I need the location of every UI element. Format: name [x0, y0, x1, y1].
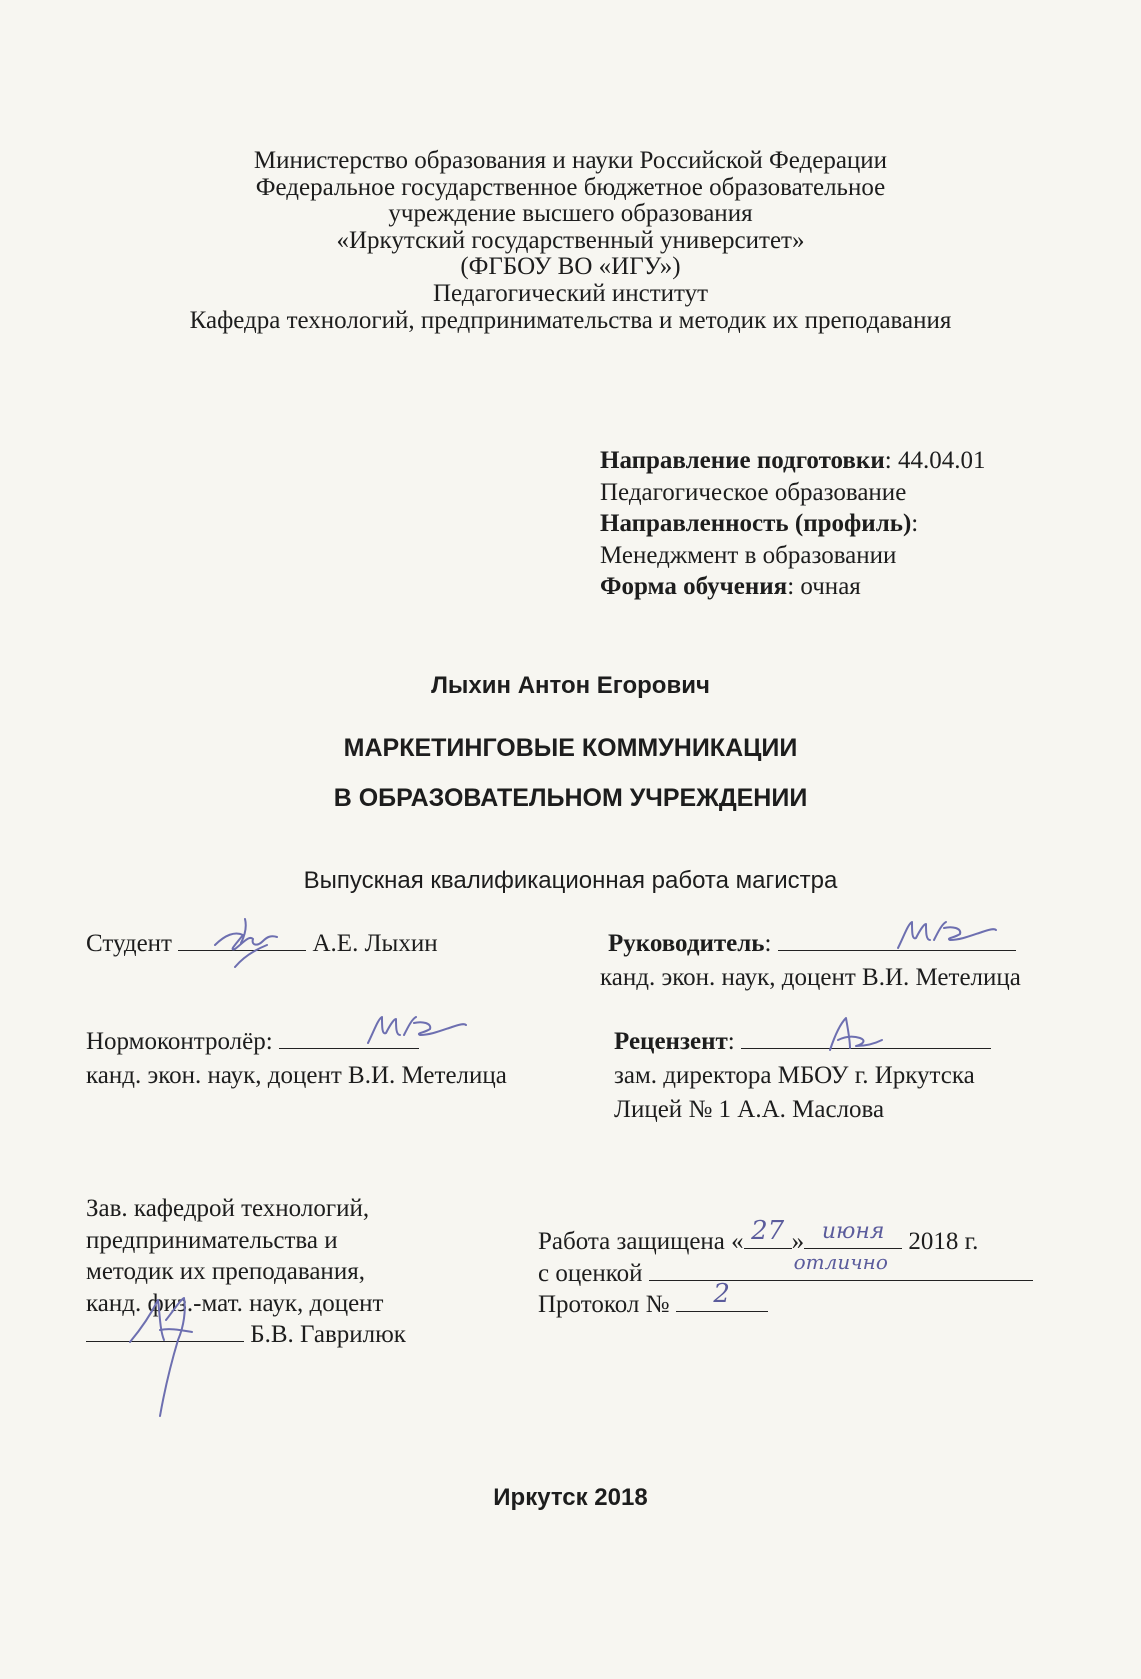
work-type: Выпускная квалификационная работа магистра [303, 867, 838, 894]
institute-name: Педагогический институт [432, 279, 709, 307]
defense-day-line [744, 1215, 792, 1249]
head-line-4: канд. физ.-мат. наук, доцент [86, 1289, 384, 1317]
supervisor-colon: : [764, 930, 772, 957]
department-name: Кафедра технологий, предпринимательства и методик их преподавания [189, 306, 952, 334]
defense-year: 2018 г. [908, 1228, 979, 1255]
defense-grade-row [538, 1250, 1033, 1290]
protocol-line [676, 1278, 768, 1312]
head-line-1: Зав. кафедрой технологий, [86, 1195, 370, 1222]
defense-month: июня [821, 1218, 885, 1244]
head-name: Б.В. Гаврилюк [250, 1321, 406, 1348]
defense-day: 27 [751, 1215, 785, 1246]
profile-colon: : [911, 510, 919, 537]
supervisor-signature [890, 910, 1000, 960]
university-type-line: Федеральное государственное бюджетное образовательное [255, 173, 886, 201]
grade-label: с оценкой [538, 1259, 643, 1287]
supervisor-label: Руководитель [608, 930, 765, 957]
thesis-title-line2: В ОБРАЗОВАТЕЛЬНОМ УЧРЕЖДЕНИИ [333, 784, 808, 812]
profile-label: Направленность (профиль) [600, 510, 912, 537]
protocol-label: Протокол № [538, 1291, 670, 1318]
defense-info [538, 1215, 1033, 1321]
head-signature [120, 1270, 220, 1420]
ministry-line: Министерство образования и науки Российской Федерации [253, 147, 888, 174]
reviewer-details-2: Лицей № 1 А.А. Маслова [614, 1096, 885, 1123]
reviewer-label: Рецензент [614, 1028, 728, 1055]
grade-value: отлично [793, 1250, 888, 1274]
student-signature [205, 905, 315, 975]
reviewer-row [614, 1028, 991, 1056]
reviewer-details-1: зам. директора МБОУ г. Иркутска [614, 1062, 975, 1089]
reviewer-colon: : [727, 1028, 735, 1055]
defense-prefix: Работа защищена « [538, 1228, 744, 1255]
student-name: А.Е. Лыхин [312, 930, 438, 957]
program-info [600, 445, 985, 603]
profile-value: Менеджмент в образовании [600, 541, 897, 569]
university-type-line-2: учреждение высшего образования [388, 200, 753, 228]
direction-name: Педагогическое образование [600, 478, 907, 506]
protocol-row [538, 1278, 1033, 1321]
direction-label: Направление подготовки [600, 447, 885, 474]
thesis-title-line1: МАРКЕТИНГОВЫЕ КОММУНИКАЦИИ [343, 734, 798, 762]
grade-line [649, 1250, 1033, 1281]
institution-header [0, 148, 1141, 334]
head-line-3: методик их преподавания, [86, 1258, 365, 1285]
normcontrol-signature [360, 1005, 470, 1055]
normcontrol-label: Нормоконтролёр: [86, 1028, 273, 1055]
author-name: Лыхин Антон Егорович [431, 672, 710, 699]
city-year: Иркутск 2018 [493, 1484, 648, 1511]
normcontrol-details: канд. экон. наук, доцент В.И. Метелица [86, 1062, 507, 1089]
supervisor-details: канд. экон. наук, доцент В.И. Метелица [600, 964, 1021, 991]
defense-month-line [804, 1218, 902, 1249]
university-abbr: (ФГБОУ ВО «ИГУ») [460, 253, 681, 281]
student-label: Студент [86, 930, 172, 957]
form-value: : очная [787, 573, 861, 600]
direction-code: : 44.04.01 [884, 447, 986, 474]
university-name: «Иркутский государственный университет» [336, 226, 805, 254]
defense-mid: » [791, 1228, 805, 1255]
head-line-2: предпринимательства и [86, 1226, 338, 1254]
form-label: Форма обучения [600, 573, 788, 600]
reviewer-signature [820, 1010, 890, 1060]
protocol-number: 2 [713, 1278, 730, 1309]
